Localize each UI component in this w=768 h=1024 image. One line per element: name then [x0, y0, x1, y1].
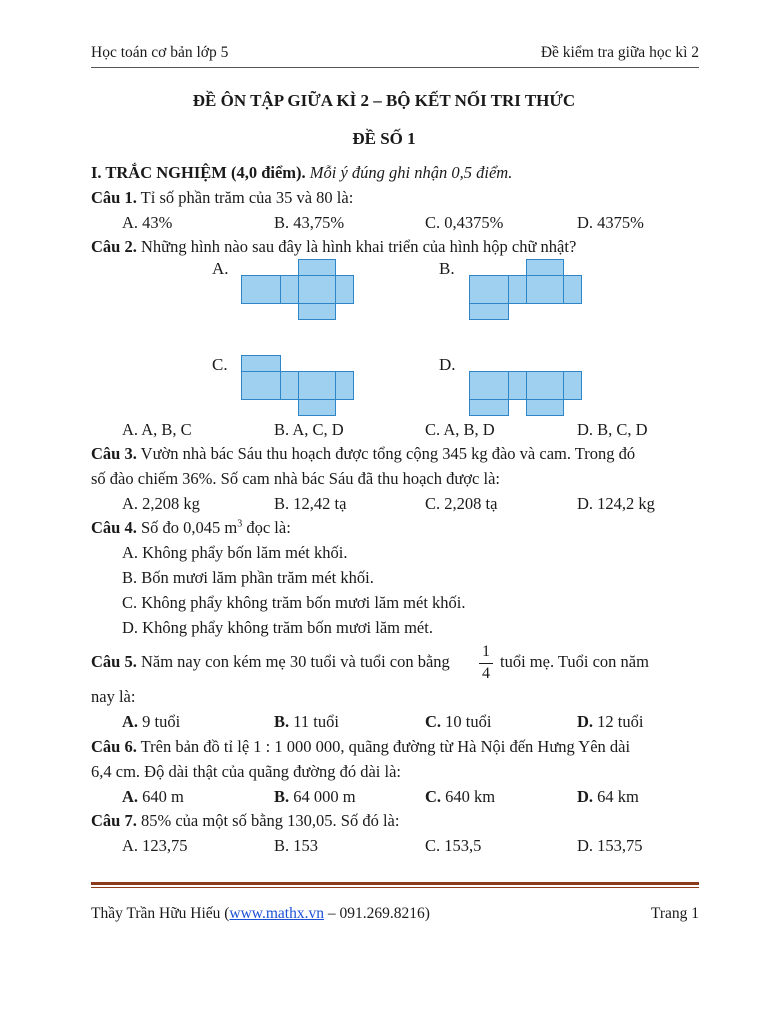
- q4-option-c: C. Không phẩy không trăm bốn mươi lăm mét khối.: [122, 593, 466, 612]
- figure-label-d: D.: [439, 355, 456, 374]
- q3-option-b: B. 12,42 tạ: [274, 494, 347, 513]
- header-right: Đề kiểm tra giữa học kì 2: [540, 44, 699, 61]
- question-text: Vườn nhà bác Sáu thu hoạch được tổng cộng 345 kg đào và cam. Trong đó: [140, 444, 636, 463]
- net-face: [526, 259, 564, 276]
- q1-option-d: D. 4375%: [577, 213, 644, 232]
- question-text: Năm nay con kém mẹ 30 tuổi và tuổi con bằng: [140, 652, 450, 671]
- net-face: [280, 371, 299, 400]
- footer-rule: [91, 882, 699, 885]
- section-label: I. TRẮC NGHIỆM (4,0 điểm).: [91, 163, 306, 182]
- q3-option-c: C. 2,208 tạ: [425, 494, 498, 513]
- header-rule: [91, 67, 699, 68]
- section-note: Mỗi ý đúng ghi nhận 0,5 điểm.: [309, 163, 513, 182]
- q3-option-d: D. 124,2 kg: [577, 494, 655, 513]
- question-text: Tỉ số phần trăm của 35 và 80 là:: [140, 188, 354, 207]
- question-text: Trên bản đồ tỉ lệ 1 : 1 000 000, quãng đường từ Hà Nội đến Hưng Yên dài: [140, 737, 631, 756]
- q6-option-b: B. 64 000 m: [274, 787, 356, 806]
- q2-option-d: D. B, C, D: [577, 420, 648, 439]
- q6-option-d: D. 64 km: [577, 787, 639, 806]
- net-face: [526, 399, 564, 416]
- question-text: 85% của một số bằng 130,05. Số đó là:: [140, 811, 400, 830]
- net-face: [526, 371, 564, 400]
- question-number: Câu 6.: [91, 737, 137, 756]
- footer-rule-thin: [91, 887, 699, 888]
- net-face: [563, 275, 582, 304]
- section-heading: [91, 163, 512, 183]
- question-6: [91, 737, 630, 757]
- page-number: Trang 1: [650, 905, 699, 922]
- net-face: [508, 275, 527, 304]
- q5-option-c: C. 10 tuổi: [425, 712, 492, 731]
- exponent: 3: [237, 518, 243, 530]
- q3-option-a: A. 2,208 kg: [122, 494, 200, 513]
- q7-option-d: D. 153,75: [577, 836, 643, 855]
- net-face: [508, 371, 527, 400]
- net-face: [335, 371, 354, 400]
- question-text: Số đo 0,045 m: [140, 518, 238, 537]
- header-left: Học toán cơ bản lớp 5: [91, 44, 229, 61]
- question-7: [91, 811, 399, 831]
- q1-option-c: C. 0,4375%: [425, 213, 504, 232]
- q7-option-a: A. 123,75: [122, 836, 188, 855]
- figure-label-b: B.: [439, 259, 455, 278]
- question-4: [91, 518, 291, 538]
- question-number: Câu 1.: [91, 188, 137, 207]
- q7-option-c: C. 153,5: [425, 836, 482, 855]
- net-face: [298, 303, 336, 320]
- net-face: [241, 355, 281, 372]
- q1-option-b: B. 43,75%: [274, 213, 345, 232]
- net-face: [298, 259, 336, 276]
- net-face: [563, 371, 582, 400]
- net-face: [298, 275, 336, 304]
- page-title: ĐỀ ÔN TẬP GIỮA KÌ 2 – BỘ KẾT NỐI TRI THỨC: [192, 91, 576, 110]
- fraction-bar: [479, 663, 493, 664]
- net-face: [469, 303, 509, 320]
- question-number: Câu 2.: [91, 237, 137, 256]
- net-face: [469, 275, 509, 304]
- question-3-line-2: số đào chiếm 36%. Số cam nhà bác Sáu đã thu hoạch được là:: [91, 469, 500, 488]
- footer-author: Thầy Trần Hữu Hiếu (www.mathx.vn – 091.269.8216): [91, 905, 430, 922]
- q5-option-a: A. 9 tuổi: [122, 712, 181, 731]
- q2-option-b: B. A, C, D: [274, 420, 344, 439]
- question-6-line-2: 6,4 cm. Độ dài thật của quãng đường đó dài là:: [91, 762, 402, 781]
- net-face: [298, 371, 336, 400]
- net-face: [298, 399, 336, 416]
- figure-label-c: C.: [212, 355, 228, 374]
- q5-option-d: D. 12 tuổi: [577, 712, 644, 731]
- net-face: [526, 275, 564, 304]
- question-text: Những hình nào sau đây là hình khai triển của hình hộp chữ nhật?: [140, 237, 577, 256]
- net-face: [469, 371, 509, 400]
- question-number: Câu 4.: [91, 518, 137, 537]
- page-subtitle: ĐỀ SỐ 1: [352, 129, 416, 148]
- net-face: [469, 399, 509, 416]
- question-5: [91, 652, 450, 672]
- fraction-numerator: 1: [482, 643, 490, 660]
- fraction-denominator: 4: [482, 665, 490, 682]
- question-text-end: đọc là:: [242, 518, 291, 537]
- figure-label-a: A.: [212, 259, 229, 278]
- question-2: [91, 237, 576, 257]
- question-1: [91, 188, 353, 208]
- q6-option-a: A. 640 m: [122, 787, 184, 806]
- question-5-text-end: tuổi mẹ. Tuổi con năm: [500, 652, 649, 671]
- question-number: Câu 7.: [91, 811, 137, 830]
- q6-option-c: C. 640 km: [425, 787, 496, 806]
- q1-option-a: A. 43%: [122, 213, 173, 232]
- question-3: [91, 444, 635, 464]
- question-number: Câu 3.: [91, 444, 137, 463]
- net-face: [280, 275, 299, 304]
- footer-link[interactable]: www.mathx.vn: [229, 905, 324, 922]
- question-number: Câu 5.: [91, 652, 137, 671]
- q2-option-a: A. A, B, C: [122, 420, 192, 439]
- net-face: [241, 275, 281, 304]
- q4-option-d: D. Không phẩy không trăm bốn mươi lăm mét.: [122, 618, 433, 637]
- q5-option-b: B. 11 tuổi: [274, 712, 339, 731]
- question-5-line-2: nay là:: [91, 687, 136, 706]
- net-face: [241, 371, 281, 400]
- q4-option-a: A. Không phẩy bốn lăm mét khối.: [122, 543, 348, 562]
- q7-option-b: B. 153: [274, 836, 319, 855]
- q4-option-b: B. Bốn mươi lăm phần trăm mét khối.: [122, 568, 374, 587]
- q2-option-c: C. A, B, D: [425, 420, 495, 439]
- net-face: [335, 275, 354, 304]
